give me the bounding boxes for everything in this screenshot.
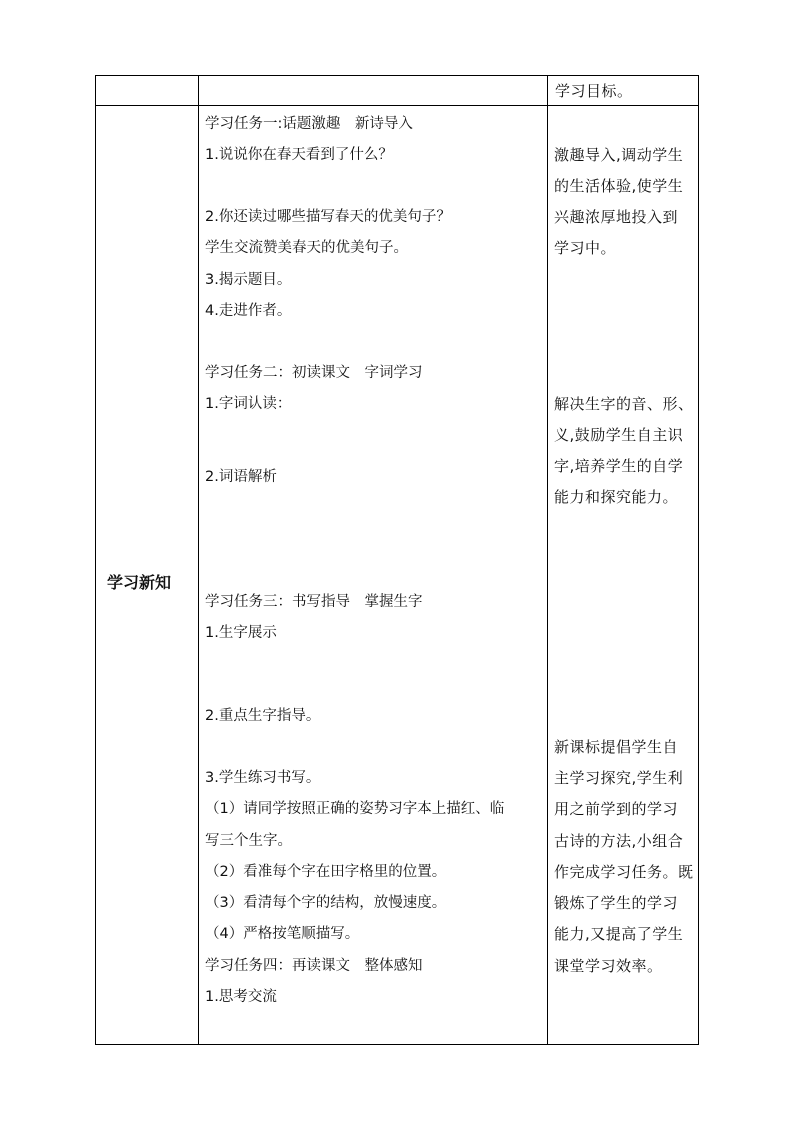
note-line: 主学习探究,学生利	[554, 769, 684, 787]
content-line: 1.生字展示	[205, 625, 277, 641]
content-line: 1.说说你在春天看到了什么？	[205, 147, 393, 163]
note-line: 字,培养学生的自学	[554, 457, 684, 475]
note-line: 的生活体验,使学生	[554, 177, 684, 195]
note-line: 作完成学习任务。既	[554, 863, 694, 881]
lesson-plan-table	[95, 75, 699, 1045]
note-line: 学习中。	[554, 239, 617, 257]
learning-goal-label: 学习目标。	[555, 82, 633, 100]
content-line: 1.思考交流	[205, 989, 277, 1005]
content-line: 学生交流赞美春天的优美句子。	[205, 240, 408, 256]
note-line: 能力和探究能力。	[554, 488, 679, 506]
content-line: 写三个生字。	[205, 833, 292, 849]
content-line: （1）请同学按照正确的姿势习字本上描红、临	[205, 801, 505, 817]
content-line: （2）看准每个字在田字格里的位置。	[205, 864, 447, 880]
task-1-heading: 学习任务一:话题激趣 新诗导入	[205, 116, 413, 132]
content-line: 4.走进作者。	[205, 303, 292, 319]
task-3-heading: 学习任务三：书写指导 掌握生字	[205, 594, 423, 610]
note-line: 古诗的方法,小组合	[554, 832, 684, 850]
task-2-heading: 学习任务二：初读课文 字词学习	[205, 365, 423, 381]
content-line: 3.揭示题目。	[205, 272, 292, 288]
content-cell	[199, 106, 547, 1044]
content-line: 3.学生练习书写。	[205, 770, 321, 786]
note-line: 激趣导入,调动学生	[554, 146, 684, 164]
header-cell-2	[199, 76, 547, 105]
note-line: 义,鼓励学生自主识	[554, 426, 684, 444]
note-line: 课堂学习效率。	[554, 957, 663, 975]
table-border-bottom	[95, 1044, 699, 1045]
content-line: （4）严格按笔顺描写。	[205, 926, 360, 942]
content-line: 1.字词认读：	[205, 396, 292, 412]
content-line: 2.重点生字指导。	[205, 708, 321, 724]
header-cell-3	[548, 76, 698, 105]
section-label: 学习新知	[107, 573, 172, 592]
note-line: 用之前学到的学习	[554, 800, 679, 818]
design-intent-cell	[548, 106, 698, 1044]
content-line: 2.词语解析	[205, 469, 277, 485]
note-line: 锻炼了学生的学习	[554, 894, 679, 912]
content-line: （3）看清每个字的结构，放慢速度。	[205, 895, 447, 911]
section-label-cell	[96, 106, 198, 1044]
note-line: 能力,又提高了学生	[554, 925, 684, 943]
task-4-heading: 学习任务四：再读课文 整体感知	[205, 958, 423, 974]
table-border-right	[698, 75, 699, 1045]
content-line: 2.你还读过哪些描写春天的优美句子？	[205, 209, 451, 225]
header-cell-1	[96, 76, 198, 105]
note-line: 新课标提倡学生自	[554, 738, 679, 756]
note-line: 解决生字的音、形、	[554, 395, 694, 413]
note-line: 兴趣浓厚地投入到	[554, 208, 679, 226]
